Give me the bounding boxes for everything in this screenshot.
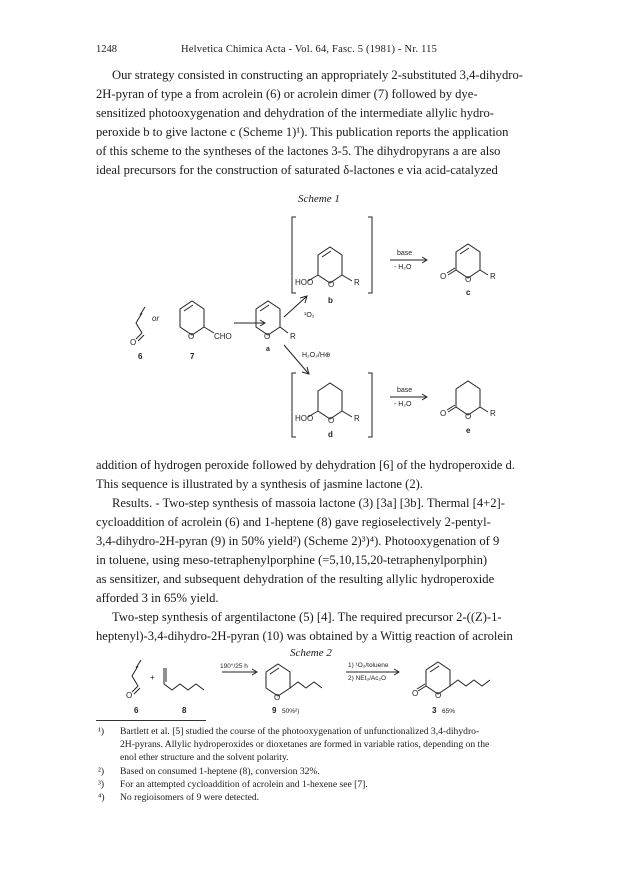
- yield-9: 50%²): [282, 708, 300, 715]
- acrolein-vinyl: [140, 307, 145, 315]
- footnote-text: [120, 725, 546, 764]
- plus-sign: +: [150, 673, 155, 682]
- text-line: Results. - Two-step synthesis of massoia lactone (3) [3a] [3b]. Thermal [4+2]-: [112, 496, 505, 510]
- hoo-label: HOO: [295, 278, 314, 287]
- bracket-right-d: [368, 373, 372, 437]
- oxygen-label: O: [465, 275, 472, 284]
- photooxygenation-conditions: 1) ¹O₂/toluene: [348, 662, 389, 669]
- ring-d: [318, 383, 342, 419]
- ring-7-cho-bond: [204, 327, 214, 333]
- text-line: peroxide b to give lactone c (Scheme 1)¹). This publication reports the application: [96, 125, 509, 139]
- ring-e-carbonyl: [448, 407, 456, 412]
- singlet-oxygen-label: ¹O₂: [304, 312, 315, 319]
- scheme-1-title: Scheme 1: [298, 193, 340, 205]
- r-label: R: [490, 409, 496, 418]
- running-header: [96, 44, 546, 58]
- compound-d-label: d: [328, 430, 333, 439]
- oxygen-label: O: [465, 412, 472, 421]
- text-line: 3,4-dihydro-2H-pyran (9) in 50% yield²) (Scheme 2)³)⁴). Photooxygenation of 9: [96, 534, 500, 548]
- compound-8-label: 8: [182, 706, 187, 715]
- oxygen-label: O: [130, 338, 137, 347]
- ring-b-r-bond: [342, 275, 352, 281]
- bracket-left-d: [292, 373, 296, 437]
- acrolein-vinyl: [136, 660, 141, 668]
- oxygen-label: O: [440, 272, 447, 281]
- journal-citation: Helvetica Chimica Acta - Vol. 64, Fasc. 5 (1981) - Nr. 115: [181, 44, 438, 55]
- text-line: of this scheme to the syntheses of the lactones 3-5. The dihydropyrans a are also: [96, 144, 501, 158]
- h2o2-label: H₂O₂/H⊕: [302, 352, 331, 359]
- footnote-text: No regioisomers of 9 were detected.: [120, 792, 260, 803]
- compound-e-label: e: [466, 426, 471, 435]
- footnote-text: Based on consumed 1-heptene (8), conversion 32%.: [120, 766, 320, 777]
- r-label: R: [490, 272, 496, 281]
- ring-e-r-bond: [480, 407, 488, 412]
- thermal-conditions: 190°/25 h: [220, 663, 248, 670]
- ring-c-carbonyl-2: [447, 268, 455, 273]
- footnote-2: [96, 765, 546, 779]
- text-line: 2H-pyran of type a from acrolein (6) or acrolein dimer (7) followed by dye-: [96, 87, 478, 101]
- footnote-number: ⁴): [98, 792, 105, 803]
- scheme-2-labels: [96, 704, 536, 718]
- yield-3: 65%: [442, 708, 456, 715]
- results-paragraph: [96, 494, 546, 608]
- oxygen-label: O: [440, 409, 447, 418]
- intro-paragraph: [96, 66, 546, 180]
- heptene-chain: [164, 668, 204, 690]
- ring-b: [318, 247, 342, 283]
- acrolein-chain: [136, 313, 142, 333]
- compound-a-label: a: [266, 346, 270, 353]
- text-line: addition of hydrogen peroxide followed by dehydration [6] of the hydroperoxide d.: [96, 458, 515, 472]
- page-number: 1248: [96, 44, 117, 55]
- arrow-diagonal-up: [284, 297, 306, 317]
- argentilactone-paragraph: [96, 608, 546, 646]
- text-line: This sequence is illustrated by a synthesis of jasmine lactone (2).: [96, 477, 424, 491]
- footnote-4: [96, 791, 546, 805]
- r-label: R: [290, 332, 296, 341]
- oxygen-label: O: [435, 691, 442, 700]
- ring-e: [456, 381, 480, 415]
- scheme-2-title: Scheme 2: [290, 647, 332, 659]
- ring-d-r-bond: [342, 411, 352, 417]
- compound-9-label: 9: [272, 706, 277, 715]
- compound-7-label: 7: [190, 352, 195, 361]
- base-label: base: [397, 387, 413, 394]
- text-line: heptenyl)-3,4-dihydro-2H-pyran (10) was obtained by a Wittig reaction of acrolein: [96, 629, 513, 643]
- oxygen-label: O: [188, 332, 195, 341]
- cho-label: CHO: [214, 332, 232, 341]
- text-line: cycloaddition of acrolein (6) and 1-heptene (8) gave regioselectively 2-pentyl-: [96, 515, 491, 529]
- footnote-number: ¹): [98, 726, 105, 737]
- oxygen-label: O: [264, 332, 271, 341]
- text-line: in toluene, using meso-tetraphenylporphine (=5,10,15,20-tetraphenylporphin): [96, 553, 488, 567]
- footnote-3: [96, 778, 546, 792]
- dehydration-conditions: 2) NEt₃/Ac₂O: [348, 675, 387, 682]
- footnote-number: ²): [98, 766, 105, 777]
- ring-9-pentyl-chain: [290, 682, 322, 688]
- text-line: as sensitizer, and subsequent dehydration of the resulting allylic hydroperoxide: [96, 572, 495, 586]
- ring-3-carbonyl: [418, 686, 426, 691]
- footnote-number: ³): [98, 779, 105, 790]
- minus-water-label: - H₂O: [394, 264, 412, 271]
- compound-b-label: b: [328, 296, 333, 305]
- r-label: R: [354, 278, 360, 287]
- oxygen-label: O: [412, 689, 419, 698]
- text-line: 2H-pyrans. Allylic hydroperoxides or dioxetanes are formed in variable ratios, depending on the: [120, 739, 490, 750]
- or-label: or: [152, 314, 160, 323]
- scheme-1-diagram: [96, 205, 536, 445]
- bracket-right-b: [368, 217, 372, 293]
- r-label: R: [354, 414, 360, 423]
- hoo-label: HOO: [295, 414, 314, 423]
- oxygen-label: O: [274, 693, 281, 702]
- footnote-divider: [96, 720, 206, 721]
- ring-e-carbonyl-2: [447, 405, 455, 410]
- compound-6-label: 6: [134, 706, 139, 715]
- text-line: afforded 3 in 65% yield.: [96, 591, 219, 605]
- scheme-2-diagram: [96, 658, 536, 706]
- hydroperoxide-paragraph: [96, 456, 546, 494]
- text-line: sensitized photooxygenation and dehydration of the intermediate allylic hydro-: [96, 106, 494, 120]
- oxygen-label: O: [328, 280, 335, 289]
- arrow-diagonal-down: [284, 345, 308, 373]
- minus-water-label: - H₂O: [394, 401, 412, 408]
- compound-6-label: 6: [138, 352, 143, 361]
- base-label: base: [397, 250, 413, 257]
- ring-a-r-bond: [280, 327, 288, 333]
- text-line: Our strategy consisted in constructing an appropriately 2-substituted 3,4-dihydro-: [112, 68, 523, 82]
- text-line: Two-step synthesis of argentilactone (5) [4]. The required precursor 2-((Z)-1-: [112, 610, 502, 624]
- oxygen-label: O: [328, 416, 335, 425]
- text-line: ideal precursors for the construction of saturated δ-lactones e via acid-catalyzed: [96, 163, 498, 177]
- footnote-1: [96, 725, 546, 765]
- oxygen-label: O: [126, 691, 133, 700]
- acrolein-chain: [132, 666, 138, 686]
- compound-3-label: 3: [432, 706, 437, 715]
- compound-c-label: c: [466, 288, 471, 297]
- text-line: enol ether structure and the solvent polarity.: [120, 752, 289, 763]
- ring-c-carbonyl: [448, 270, 456, 275]
- footnote-text: For an attempted cycloaddition of acrolein and 1-hexene see [7].: [120, 779, 368, 790]
- ring-c-r-bond: [480, 270, 488, 275]
- ring-3-pentyl-chain: [450, 680, 490, 686]
- text-line: Bartlett et al. [5] studied the course of the photooxygenation of unfunctionalized 3,4-dihydro-: [120, 726, 480, 737]
